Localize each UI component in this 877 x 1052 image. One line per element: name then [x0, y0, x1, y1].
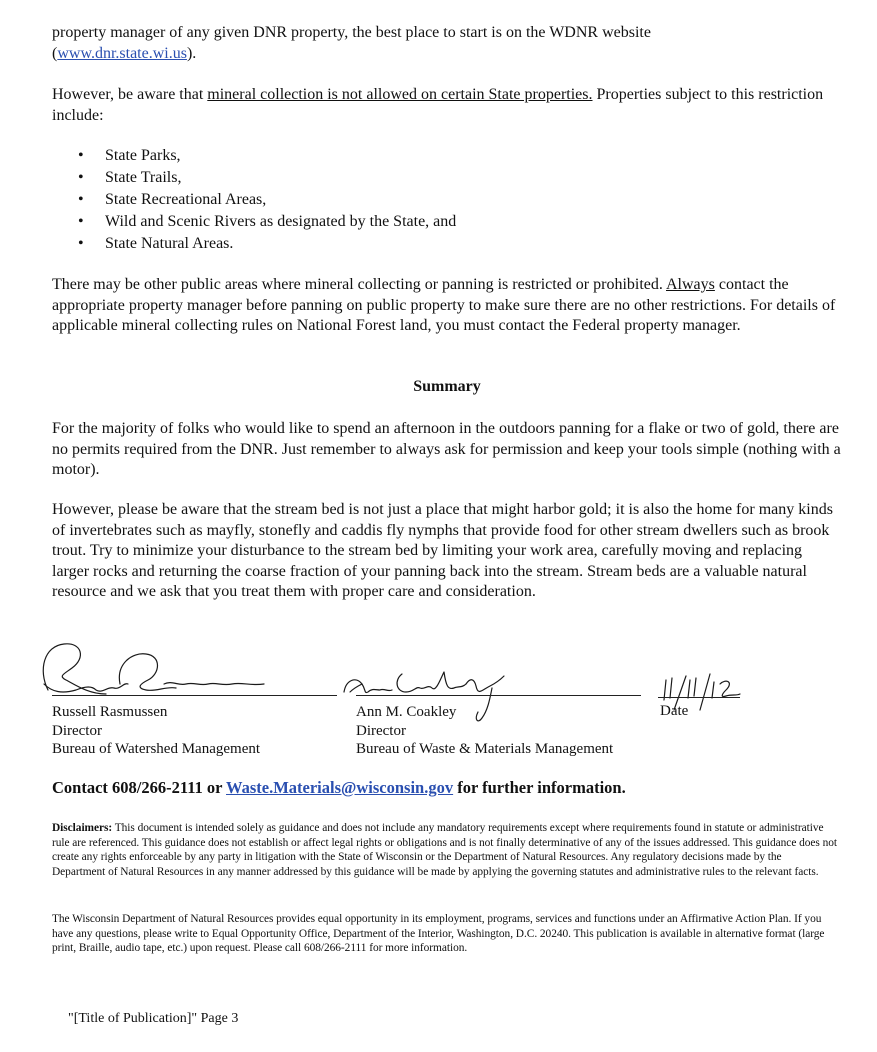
list-item: • State Parks,	[52, 145, 752, 167]
signatory-name: Ann M. Coakley	[356, 704, 457, 720]
signature-rasmussen	[36, 640, 276, 702]
list-item: • State Recreational Areas,	[52, 189, 752, 211]
signature-line-middle	[356, 695, 641, 696]
restriction-paragraph: However, be aware that mineral collection is not allowed on certain State properties. Properties subject to this restriction include:	[52, 86, 824, 124]
date-label: Date	[660, 703, 689, 719]
always-underlined: Always	[666, 276, 715, 293]
intro-text: property manager of any given DNR property, the best place to start is on the WDNR website	[52, 24, 651, 41]
contact-line: Contact 608/266-2111 or Waste.Materials@wisconsin.gov for further information.	[52, 778, 626, 797]
signatory-title: Director	[52, 722, 102, 739]
signatory-left	[52, 703, 260, 759]
signatory-org: Bureau of Waste & Materials Management	[356, 741, 614, 757]
summary-paragraph-1: For the majority of folks who would like to spend an afternoon in the outdoors panning for a flake or two of gold, there are no permits required from the DNR. Just remember to always ask for permission and keep your tools simple (nothing with a motor).	[52, 420, 841, 478]
equal-opportunity-paragraph: The Wisconsin Department of Natural Resources provides equal opportunity in its employment, programs, services and functions under an Affirmative Action Plan. If you have any questions, please write to Equal Opportunity Office, Department of the Interior, Washington, D.C. 20240. This publication is available in alternative format (large print, Braille, audio tape, etc.) upon request. Please call 608/266-2111 for more information.	[52, 913, 825, 954]
page-footer: "[Title of Publication]" Page 3	[68, 1011, 239, 1026]
list-item: • Wild and Scenic Rivers as designated by the State, and	[52, 211, 752, 233]
intro-paragraph: property manager of any given DNR property, the best place to start is on the WDNR website (www.dnr.state.wi.us).	[52, 24, 651, 62]
list-item: • State Trails,	[52, 167, 752, 189]
summary-paragraph-2: However, please be aware that the stream bed is not just a place that might harbor gold; it is also the home for many kinds of invertebrates such as mayfly, stonefly and caddis fly nymphs that provide food for other stream dwellers such as brook trout. Try to minimize your disturbance to the stream bed by limiting your work area, carefully moving and replacing larger rocks and returning the coarse fraction of your panning back into the stream. Stream beds are a valuable natural resource and we ask that you treat them with proper care and consideration.	[52, 501, 833, 600]
signature-line-left	[52, 695, 337, 696]
restriction-underlined: mineral collection is not allowed on certain State properties.	[207, 86, 593, 103]
summary-heading: Summary	[413, 378, 481, 395]
signatory-name: Russell Rasmussen	[52, 704, 168, 720]
wdnr-website-link[interactable]: www.dnr.state.wi.us	[57, 44, 187, 62]
signatory-org: Bureau of Watershed Management	[52, 741, 261, 757]
date-line	[658, 697, 740, 698]
signatory-middle	[356, 703, 613, 759]
restricted-properties-list	[52, 145, 752, 255]
public-areas-paragraph: There may be other public areas where mineral collecting or panning is restricted or prohibited. Always contact the appropriate property manager before panning on public property to make sure there are no other restrictions. For details of applicable mineral collecting rules on National Forest land, you must contact the Federal property manager.	[52, 276, 836, 334]
disclaimer-label: Disclaimers:	[52, 822, 113, 834]
disclaimer-paragraph: Disclaimers: This document is intended solely as guidance and does not include any mandatory requirements except where requirements found in statute or administrative rule are referenced. This guidance does not establish or affect legal rights or obligations and is not finally determinative of any of the issues addressed. This guidance does not create any rights enforceable by any party in litigation with the State of Wisconsin or the Department of Natural Resources. Any regulatory decisions made by the Department of Natural Resources in any manner addressed by this guidance will be made by applying the governing statutes and administrative rules to the relevant facts.	[52, 822, 838, 878]
contact-email-link[interactable]: Waste.Materials@wisconsin.gov	[226, 778, 454, 797]
signatory-title: Director	[356, 722, 406, 739]
list-item: • State Natural Areas.	[52, 233, 752, 255]
